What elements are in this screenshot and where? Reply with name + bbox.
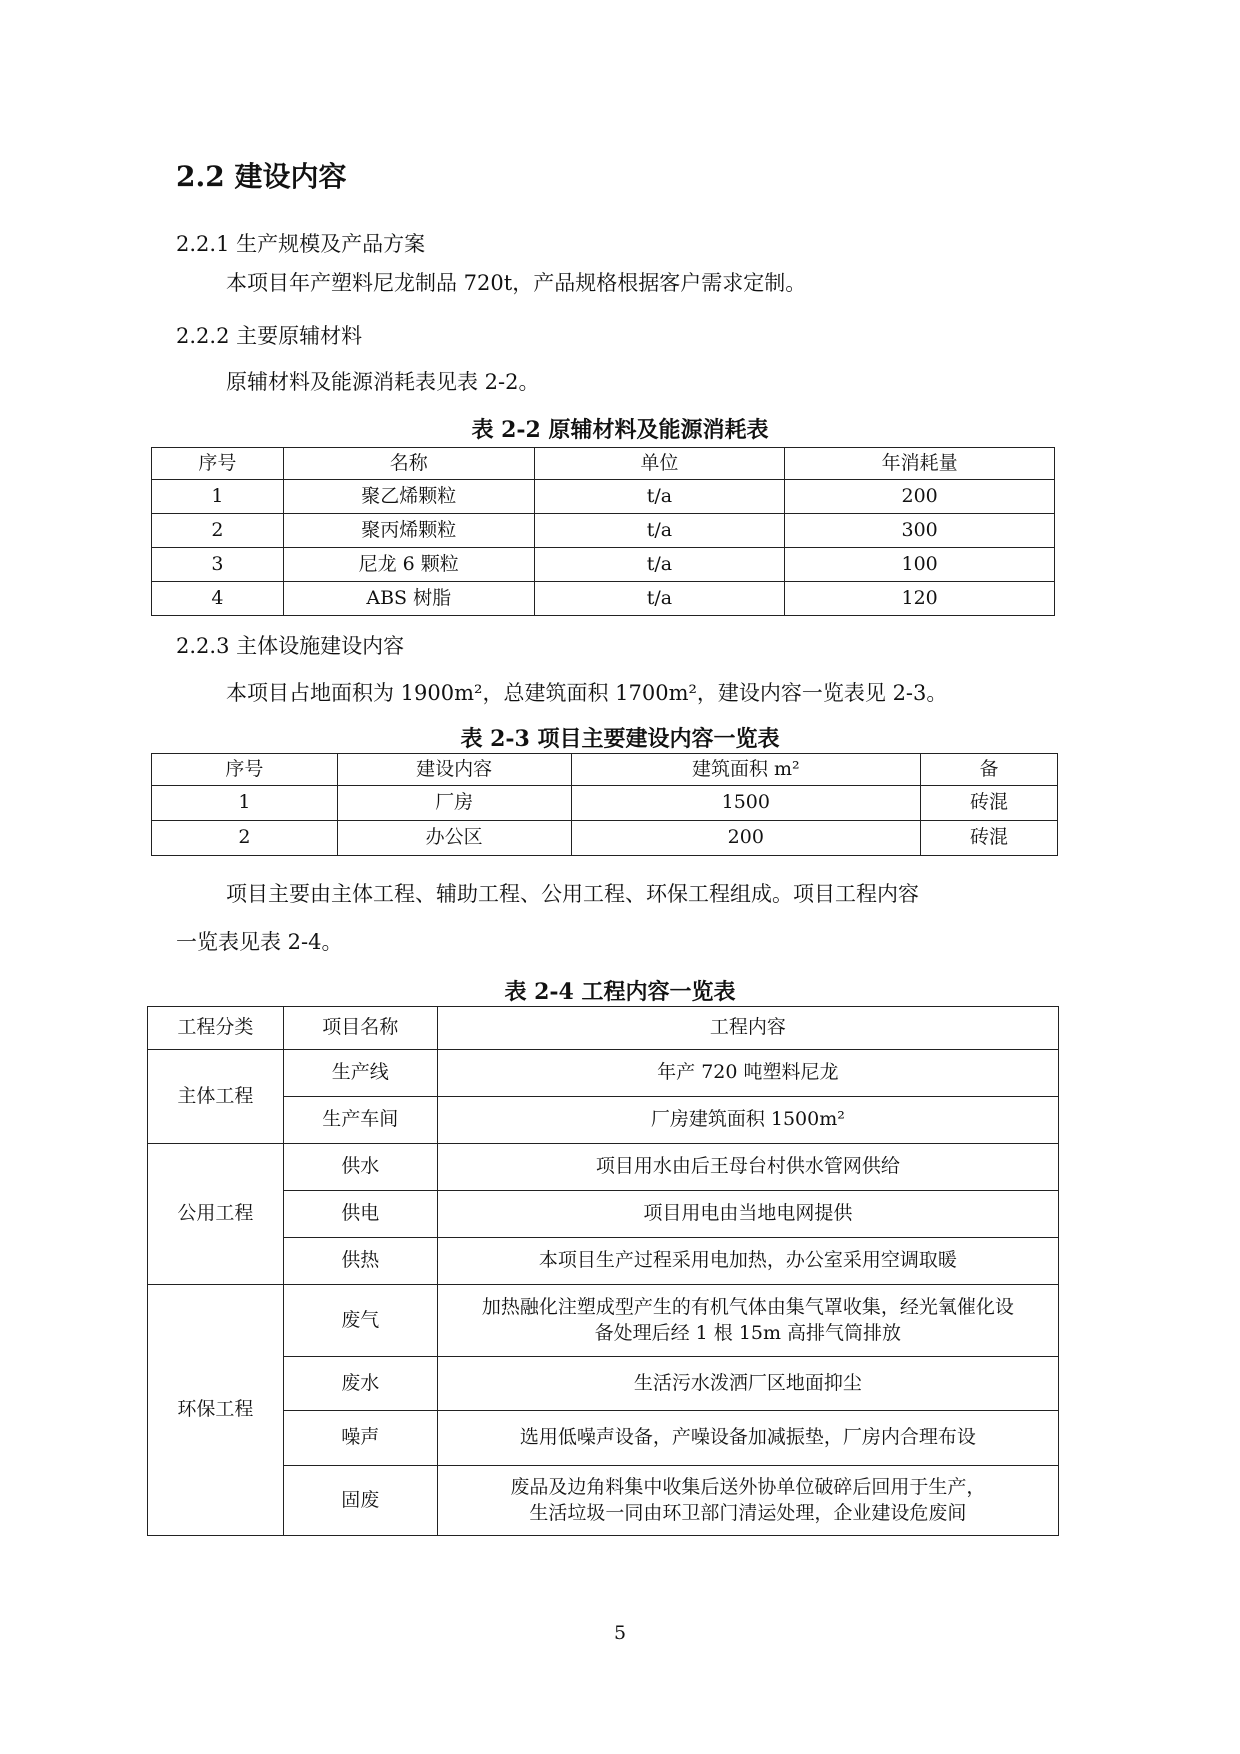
table-row bbox=[148, 1144, 1059, 1191]
table-row bbox=[148, 1191, 1059, 1238]
table-row bbox=[152, 821, 1058, 856]
table-row bbox=[152, 548, 1055, 582]
subsection-heading-2-2-1: 2.2.1 生产规模及产品方案 bbox=[176, 232, 426, 256]
item-name-cell: 噪声 bbox=[283, 1411, 437, 1466]
item-content-line: 废品及边角料集中收集后送外协单位破碎后回用于生产， bbox=[510, 1475, 986, 1498]
item-content-cell: 厂房建筑面积 1500m² bbox=[437, 1097, 1058, 1144]
subsection-heading-2-2-3: 2.2.3 主体设施建设内容 bbox=[176, 634, 405, 658]
category-cell: 环保工程 bbox=[148, 1285, 284, 1536]
table-header-cell: 单位 bbox=[534, 448, 785, 480]
paragraph-composition-line1: 项目主要由主体工程、辅助工程、公用工程、环保工程组成。项目工程内容 bbox=[226, 882, 919, 906]
table-header-row bbox=[152, 754, 1058, 786]
item-content-cell: 年产 720 吨塑料尼龙 bbox=[437, 1050, 1058, 1097]
table-cell: 砖混 bbox=[921, 786, 1058, 821]
table-cell: 1 bbox=[152, 786, 338, 821]
table-cell: 1500 bbox=[571, 786, 921, 821]
table-cell: 300 bbox=[785, 514, 1055, 548]
table-cell: 办公区 bbox=[337, 821, 571, 856]
table-row bbox=[148, 1411, 1059, 1466]
item-content-cell: 项目用水由后王母台村供水管网供给 bbox=[437, 1144, 1058, 1191]
table-cell: 尼龙 6 颗粒 bbox=[283, 548, 534, 582]
table-cell: 4 bbox=[152, 582, 284, 616]
table-header-cell: 名称 bbox=[283, 448, 534, 480]
table-cell: t/a bbox=[534, 480, 785, 514]
table-cell: 2 bbox=[152, 514, 284, 548]
paragraph-composition-line2: 一览表见表 2-4。 bbox=[176, 930, 343, 954]
table-cell: 3 bbox=[152, 548, 284, 582]
table-cell: 2 bbox=[152, 821, 338, 856]
table-header-row bbox=[152, 448, 1055, 480]
table-row bbox=[152, 786, 1058, 821]
item-name-cell: 供电 bbox=[283, 1191, 437, 1238]
table-cell: t/a bbox=[534, 582, 785, 616]
table-2-2 bbox=[151, 447, 1055, 616]
table-row bbox=[148, 1466, 1059, 1536]
item-name-cell: 生产车间 bbox=[283, 1097, 437, 1144]
table-row bbox=[152, 480, 1055, 514]
item-name-cell: 废水 bbox=[283, 1357, 437, 1411]
table-cell: t/a bbox=[534, 514, 785, 548]
table-2-4 bbox=[147, 1006, 1059, 1536]
category-cell: 公用工程 bbox=[148, 1144, 284, 1285]
table-row bbox=[148, 1238, 1059, 1285]
paragraph-production-scale: 本项目年产塑料尼龙制品 720t，产品规格根据客户需求定制。 bbox=[226, 271, 807, 295]
paragraph-materials-ref: 原辅材料及能源消耗表见表 2-2。 bbox=[226, 370, 540, 394]
table-header-cell: 建筑面积 m² bbox=[571, 754, 921, 786]
item-name-cell: 废气 bbox=[283, 1285, 437, 1357]
item-content-cell: 生活污水泼洒厂区地面抑尘 bbox=[437, 1357, 1058, 1411]
item-content-line: 生活垃圾一同由环卫部门清运处理，企业建设危废间 bbox=[529, 1501, 967, 1524]
table-cell: 聚乙烯颗粒 bbox=[283, 480, 534, 514]
item-content-line: 加热融化注塑成型产生的有机气体由集气罩收集，经光氧催化设 bbox=[481, 1295, 1014, 1318]
paragraph-floor-area: 本项目占地面积为 1900m²，总建筑面积 1700m²，建设内容一览表见 2-3。 bbox=[226, 681, 948, 705]
section-title: 2.2 建设内容 bbox=[176, 160, 347, 193]
item-content-cell bbox=[437, 1466, 1058, 1536]
item-content-cell: 项目用电由当地电网提供 bbox=[437, 1191, 1058, 1238]
table-row bbox=[152, 514, 1055, 548]
table-header-cell: 项目名称 bbox=[283, 1007, 437, 1050]
table-header-cell: 备 bbox=[921, 754, 1058, 786]
table-2-4-caption: 表 2-4 工程内容一览表 bbox=[504, 979, 736, 1005]
item-content-cell: 选用低噪声设备，产噪设备加减振垫，厂房内合理布设 bbox=[437, 1411, 1058, 1466]
table-2-2-caption: 表 2-2 原辅材料及能源消耗表 bbox=[471, 417, 769, 443]
table-row bbox=[148, 1050, 1059, 1097]
table-header-cell: 工程分类 bbox=[148, 1007, 284, 1050]
table-cell: 厂房 bbox=[337, 786, 571, 821]
table-row bbox=[148, 1097, 1059, 1144]
table-header-cell: 工程内容 bbox=[437, 1007, 1058, 1050]
page-number: 5 bbox=[613, 1622, 627, 1644]
table-2-3-caption: 表 2-3 项目主要建设内容一览表 bbox=[460, 726, 780, 752]
table-cell: 砖混 bbox=[921, 821, 1058, 856]
item-content-cell: 本项目生产过程采用电加热，办公室采用空调取暖 bbox=[437, 1238, 1058, 1285]
table-cell: 200 bbox=[571, 821, 921, 856]
table-header-row bbox=[148, 1007, 1059, 1050]
table-cell: 聚丙烯颗粒 bbox=[283, 514, 534, 548]
category-cell: 主体工程 bbox=[148, 1050, 284, 1144]
table-cell: ABS 树脂 bbox=[283, 582, 534, 616]
item-name-cell: 固废 bbox=[283, 1466, 437, 1536]
table-header-cell: 建设内容 bbox=[337, 754, 571, 786]
item-name-cell: 供水 bbox=[283, 1144, 437, 1191]
subsection-heading-2-2-2: 2.2.2 主要原辅材料 bbox=[176, 324, 363, 348]
item-name-cell: 生产线 bbox=[283, 1050, 437, 1097]
table-header-cell: 序号 bbox=[152, 448, 284, 480]
table-header-cell: 年消耗量 bbox=[785, 448, 1055, 480]
table-row bbox=[152, 582, 1055, 616]
table-header-cell: 序号 bbox=[152, 754, 338, 786]
item-content-line: 备处理后经 1 根 15m 高排气筒排放 bbox=[594, 1321, 902, 1344]
table-cell: 120 bbox=[785, 582, 1055, 616]
item-content-cell bbox=[437, 1285, 1058, 1357]
item-name-cell: 供热 bbox=[283, 1238, 437, 1285]
table-cell: 200 bbox=[785, 480, 1055, 514]
table-cell: 100 bbox=[785, 548, 1055, 582]
table-row bbox=[148, 1357, 1059, 1411]
table-row bbox=[148, 1285, 1059, 1357]
table-cell: 1 bbox=[152, 480, 284, 514]
table-cell: t/a bbox=[534, 548, 785, 582]
table-2-3 bbox=[151, 753, 1058, 856]
